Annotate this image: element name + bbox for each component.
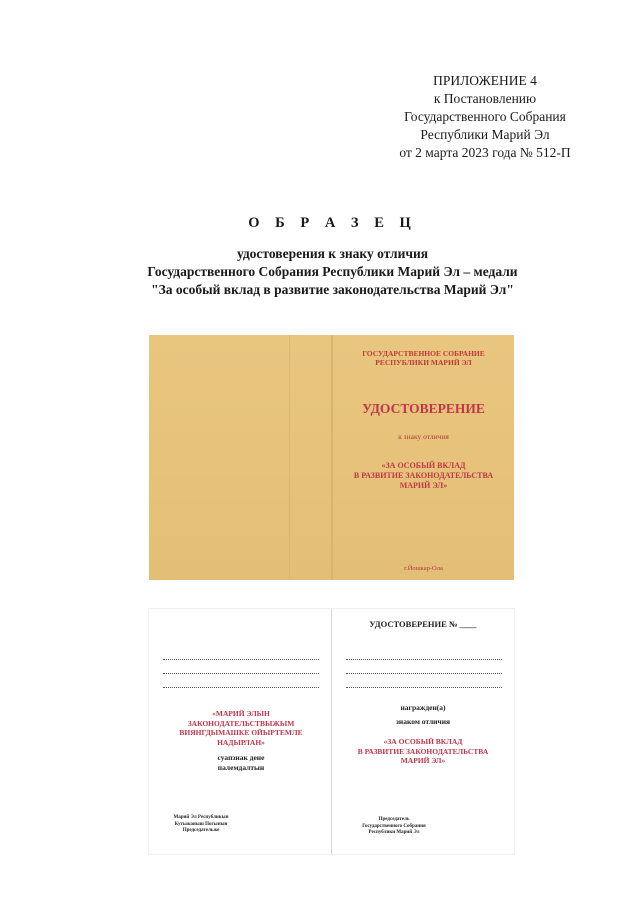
inner-right-page	[332, 609, 514, 854]
appendix-header	[360, 72, 610, 162]
cover-city: г.Йошкар-Ола	[404, 565, 443, 572]
document-subtitle	[0, 245, 640, 299]
appendix-line: к Постановлению	[433, 91, 537, 106]
subtitle-line: Государственного Собрания Республики Марий Эл – медали	[147, 264, 518, 279]
cover-medal-name: «ЗА ОСОБЫЙ ВКЛАД В РАЗВИТИЕ ЗАКОНОДАТЕЛЬСТВА МАРИЙ ЭЛ»	[353, 461, 494, 490]
name-line	[346, 687, 502, 688]
awarded-text: награжден(а) знаком отличия	[395, 703, 451, 726]
certificate-cover	[149, 335, 514, 580]
appendix-line: Государственного Собрания	[404, 109, 566, 124]
subtitle-line: удостоверения к знаку отличия	[236, 246, 429, 261]
name-line	[163, 659, 319, 660]
cover-front	[333, 335, 514, 580]
sample-title: О Б Р А З Е Ц	[248, 215, 417, 231]
name-line	[163, 673, 319, 674]
cover-heading: УДОСТОВЕРЕНИЕ	[362, 401, 485, 416]
mari-signatory: Марий Эл Республикын Кугыжаныш Погынын Председательже	[173, 815, 229, 833]
certificate-number: УДОСТОВЕРЕНИЕ № ____	[369, 619, 477, 629]
appendix-line: Республики Марий Эл	[420, 127, 550, 142]
cover-subheading: к знаку отличия	[398, 432, 449, 441]
appendix-date: от 2 марта 2023 года № 512-П	[399, 145, 571, 160]
certificate-inner	[149, 609, 514, 854]
ru-medal-name: «ЗА ОСОБЫЙ ВКЛАД В РАЗВИТИЕ ЗАКОНОДАТЕЛЬСТВА МАРИЙ ЭЛ»	[357, 737, 489, 765]
subtitle-line: "За особый вклад в развитие законодательства Марий Эл"	[151, 282, 514, 297]
appendix-number: ПРИЛОЖЕНИЕ 4	[433, 73, 537, 88]
cover-organization: ГОСУДАРСТВЕННОЕ СОБРАНИЕ РЕСПУБЛИКИ МАРИЙ ЭЛ	[362, 349, 485, 367]
inner-left-page	[149, 609, 331, 854]
mari-award-text: суапзнак дене палемдалтын	[217, 753, 265, 772]
ru-signatory: Председатель Государственного Собрания Республики Марий Эл	[362, 817, 426, 835]
name-line	[346, 673, 502, 674]
cover-crease	[289, 335, 290, 580]
name-line	[163, 687, 319, 688]
mari-medal-name: «МАРИЙ ЭЛЫН ЗАКОНОДАТЕЛЬСТВЫЖЫМ ВИЯНГДЫМАШКЕ ОЙЫРТЕМЛЕ НАДЫРЛАН»	[179, 709, 303, 747]
name-line	[346, 659, 502, 660]
